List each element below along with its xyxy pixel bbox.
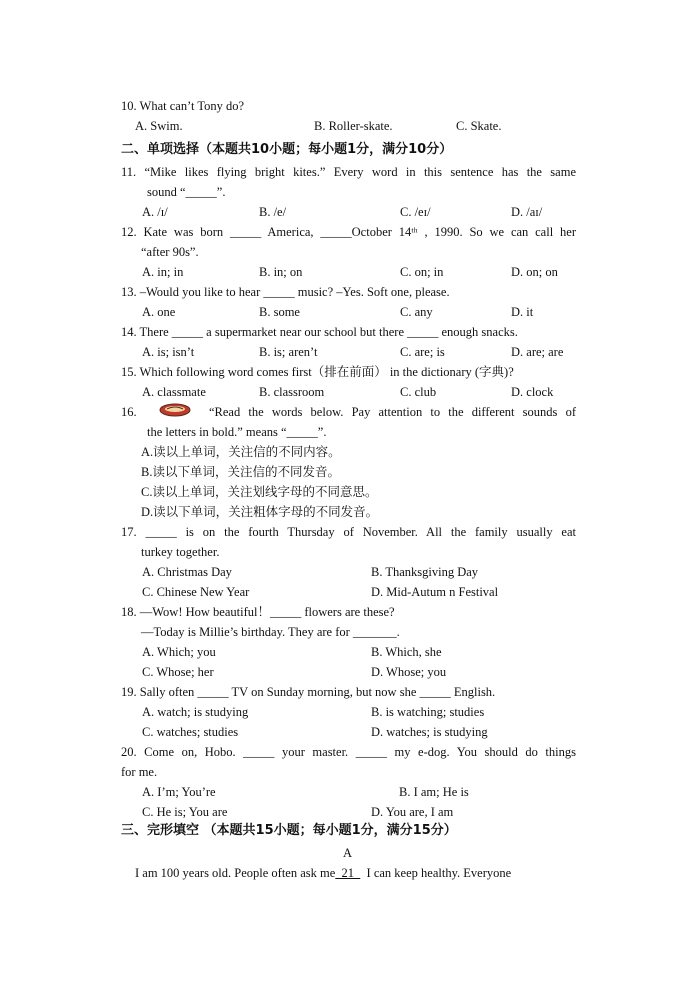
q10-option-a: A. Swim. xyxy=(135,119,183,133)
q12-line2: “after 90s”. xyxy=(141,245,199,259)
q16-option-d: D.读以下单词，关注粗体字母的不同发音。 xyxy=(141,505,379,519)
q13-option-c: C. any xyxy=(400,305,433,319)
q17-line2: turkey together. xyxy=(141,545,220,559)
blank-21: 21 xyxy=(335,866,361,880)
passage-text-pre: I am 100 years old. People often ask me xyxy=(135,866,336,880)
q18-option-c: C. Whose; her xyxy=(142,665,214,679)
q16-option-b: B.读以下单词，关注信的不同发音。 xyxy=(141,465,340,479)
q19-option-a: A. watch; is studying xyxy=(142,705,249,719)
q19-option-b: B. is watching; studies xyxy=(371,705,485,719)
q11-option-d: D. /aɪ/ xyxy=(511,205,543,219)
q17-stem: 17. _____ is on the fourth Thursday of November. All the family usually eat xyxy=(121,525,576,539)
q15-option-c: C. club xyxy=(400,385,437,399)
q15-option-b: B. classroom xyxy=(259,385,325,399)
q17-option-b: B. Thanksgiving Day xyxy=(371,565,479,579)
q18-line2: —Today is Millie’s birthday. They are for _______. xyxy=(141,625,400,639)
reading-icon xyxy=(158,400,192,418)
q10-option-b: B. Roller-skate. xyxy=(314,119,393,133)
q20-option-d: D. You are, I am xyxy=(371,805,454,819)
q16-option-a: A.读以上单词，关注信的不同内容。 xyxy=(141,445,341,459)
q12-option-a: A. in; in xyxy=(142,265,184,279)
q18-option-d: D. Whose; you xyxy=(371,665,447,679)
q10-stem: 10. What can’t Tony do? xyxy=(121,99,245,113)
q19-option-c: C. watches; studies xyxy=(142,725,239,739)
q18-option-a: A. Which; you xyxy=(142,645,216,659)
q18-stem: 18. —Wow! How beautiful！_____ flowers are these? xyxy=(121,605,395,619)
q13-option-a: A. one xyxy=(142,305,176,319)
q17-option-c: C. Chinese New Year xyxy=(142,585,250,599)
section-3-title: 三、完形填空 （本题共15小题；每小题1分，满分15分） xyxy=(121,823,457,838)
q14-option-d: D. are; are xyxy=(511,345,564,359)
q18-option-b: B. Which, she xyxy=(371,645,442,659)
q10-option-c: C. Skate. xyxy=(456,119,502,133)
q17-option-a: A. Christmas Day xyxy=(142,565,232,579)
q16-stem: “Read the words below. Pay attention to the different sounds of xyxy=(209,405,576,419)
q16-line2: the letters in bold.” means “_____”. xyxy=(147,425,327,439)
q13-option-d: D. it xyxy=(511,305,534,319)
q14-option-c: C. are; is xyxy=(400,345,445,359)
q13-option-b: B. some xyxy=(259,305,300,319)
q16-option-c: C.读以上单词，关注划线字母的不同意思。 xyxy=(141,485,378,499)
q13-stem: 13. –Would you like to hear _____ music? –Yes. Soft one, please. xyxy=(121,285,450,299)
passage-label: A xyxy=(343,846,353,860)
q12-option-b: B. in; on xyxy=(259,265,303,279)
q12-option-d: D. on; on xyxy=(511,265,558,279)
q14-option-a: A. is; isn’t xyxy=(142,345,195,359)
q11-stem: 11. “Mike likes flying bright kites.” Every word in this sentence has the same xyxy=(121,165,576,179)
passage-line-1 xyxy=(135,865,511,881)
q20-option-b: B. I am; He is xyxy=(399,785,469,799)
q17-option-d: D. Mid-Autum n Festival xyxy=(371,585,499,599)
q15-stem: 15. Which following word comes first（排在前面） in the dictionary (字典)? xyxy=(121,365,514,379)
q15-option-d: D. clock xyxy=(511,385,554,399)
q20-option-c: C. He is; You are xyxy=(142,805,228,819)
q12-option-c: C. on; in xyxy=(400,265,444,279)
q19-stem: 19. Sally often _____ TV on Sunday morning, but now she _____ English. xyxy=(121,685,496,699)
q11-option-b: B. /e/ xyxy=(259,205,287,219)
q20-option-a: A. I’m; You’re xyxy=(142,785,216,799)
q14-option-b: B. is; aren’t xyxy=(259,345,318,359)
q11-line2: sound “_____”. xyxy=(147,185,226,199)
q20-stem: 20. Come on, Hobo. _____ your master. _____ my e-dog. You should do things xyxy=(121,745,576,759)
q12-stem: 12. Kate was born _____ America, _____October 14ᵗʰ , 1990. So we can call her xyxy=(121,225,576,239)
q11-option-c: C. /eɪ/ xyxy=(400,205,431,219)
passage-text-post: I can keep healthy. Everyone xyxy=(360,866,512,880)
q15-option-a: A. classmate xyxy=(142,385,206,399)
q20-line2: for me. xyxy=(121,765,158,779)
section-2-title: 二、单项选择（本题共10小题；每小题1分，满分10分） xyxy=(121,142,453,157)
q16-number: 16. xyxy=(121,405,137,419)
q19-option-d: D. watches; is studying xyxy=(371,725,488,739)
q14-stem: 14. There _____ a supermarket near our school but there _____ enough snacks. xyxy=(121,325,518,339)
q11-option-a: A. /ɪ/ xyxy=(142,205,168,219)
